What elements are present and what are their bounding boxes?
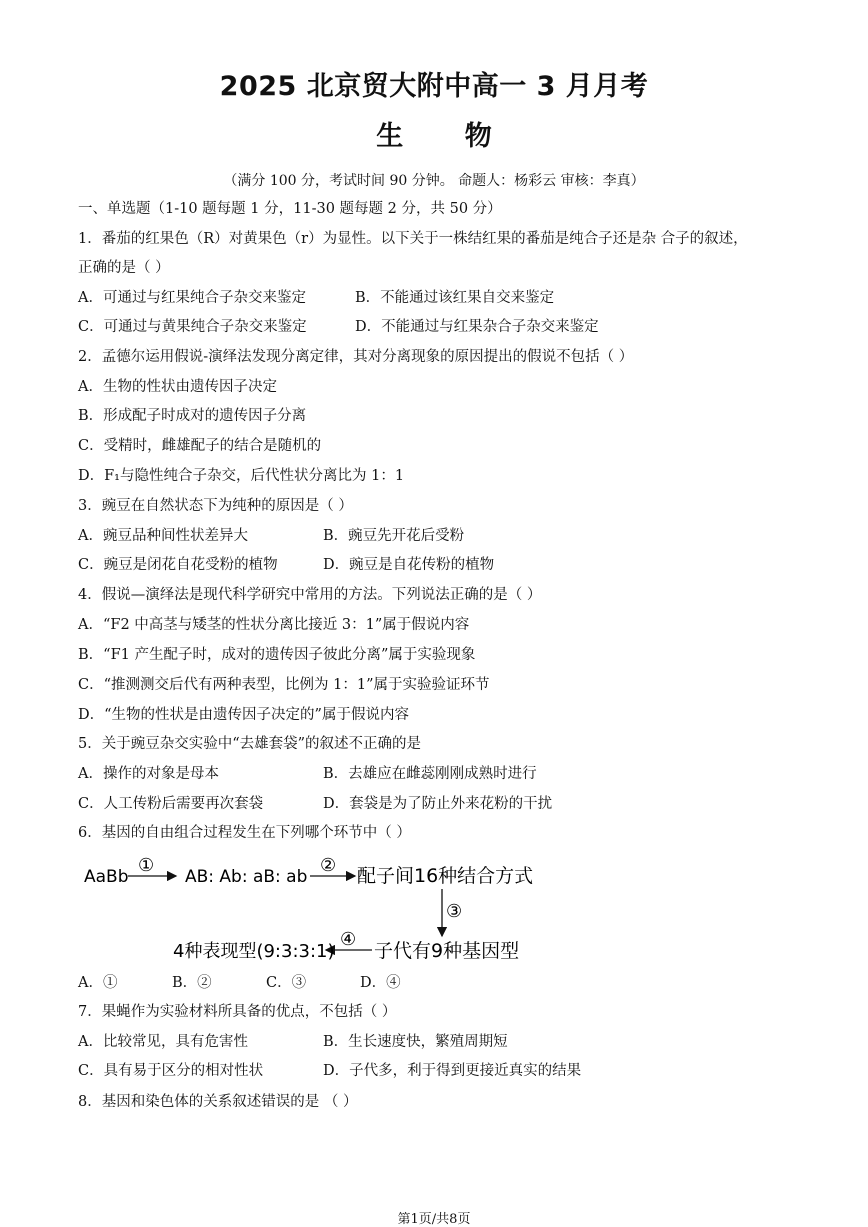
diagram-step-3-label: ③ — [446, 901, 463, 922]
exam-subject: 生 物 — [376, 121, 518, 152]
q8-stem: 8．基因和染色体的关系叙述错误的是 （ ） — [78, 1094, 358, 1110]
diagram-step-1-label: ① — [138, 855, 155, 876]
q5-option-b: B．去雄应在雌蕊刚刚成熟时进行 — [323, 766, 537, 782]
q2-option-b: B．形成配子时成对的遗传因子分离 — [78, 408, 307, 424]
diagram-combinations: 配子间16种结合方式 — [357, 865, 534, 887]
q5-option-row2 — [78, 794, 553, 814]
q3-option-row1 — [78, 526, 465, 546]
diagram-parent-genotype: AaBb — [84, 867, 129, 887]
q2-option-d: D．F₁与隐性纯合子杂交，后代性状分离比为 1：1 — [78, 468, 405, 484]
q7-option-b: B．生长速度快，繁殖周期短 — [323, 1034, 508, 1050]
q2-stem: 2．孟德尔运用假说-演绎法发现分离定律，其对分离现象的原因提出的假说不包括（ ） — [78, 349, 634, 365]
page-footer: 第1页/共8页 — [397, 1212, 471, 1227]
q6-option-c: C．③ — [266, 975, 307, 991]
q7-option-row2 — [78, 1061, 582, 1081]
q3-option-a: A．豌豆品种间性状差异大 — [78, 528, 248, 544]
q4-option-b: B．“F1 产生配子时，成对的遗传因子彼此分离”属于实验现象 — [78, 647, 476, 663]
q5-option-c: C．人工传粉后需要再次套袋 — [78, 796, 264, 812]
q3-option-b: B．豌豆先开花后受粉 — [323, 528, 465, 544]
q3-option-d: D．豌豆是自花传粉的植物 — [323, 557, 495, 573]
q1-option-c: C．可通过与黄果纯合子杂交来鉴定 — [78, 319, 307, 335]
q3-option-c: C．豌豆是闭花自花受粉的植物 — [78, 557, 278, 573]
q5-option-a: A．操作的对象是母本 — [78, 766, 219, 782]
q3-stem: 3．豌豆在自然状态下为纯种的原因是（ ） — [78, 498, 353, 514]
exam-info: （满分 100 分，考试时间 90 分钟。 命题人：杨彩云 审核：李真） — [223, 173, 645, 189]
section-heading: 一、单选题（1-10 题每题 1 分，11-30 题每题 2 分，共 50 分） — [78, 201, 502, 217]
q4-stem: 4．假说—演绎法是现代科学研究中常用的方法。下列说法正确的是（ ） — [78, 587, 542, 603]
diagram-step-4-label: ④ — [340, 929, 357, 950]
q5-option-row1 — [78, 764, 537, 784]
q1-option-row2 — [78, 317, 599, 337]
diagram-step-2-label: ② — [320, 855, 337, 876]
gene-combination-diagram — [78, 852, 548, 972]
q4-option-c: C．“推测测交后代有两种表型，比例为 1：1”属于实验验证环节 — [78, 677, 490, 693]
q5-stem: 5．关于豌豆杂交实验中“去雄套袋”的叙述不正确的是 — [78, 736, 422, 752]
q1-stem-line1: 1．番茄的红果色（R）对黄果色（r）为显性。以下关于一株结红果的番茄是纯合子还是杂 合子的叙述， — [78, 231, 748, 247]
q2-option-a: A．生物的性状由遗传因子决定 — [78, 379, 277, 395]
q7-option-row1 — [78, 1032, 508, 1052]
diagram-phenotypes: 4种表现型(9:3:3:1) — [173, 941, 335, 962]
q4-option-d: D．“生物的性状是由遗传因子决定的”属于假说内容 — [78, 707, 409, 723]
diagram-genotypes: 子代有9种基因型 — [374, 940, 520, 962]
q6-option-a: A．① — [78, 975, 118, 991]
exam-title: 2025 北京贸大附中高一 3 月月考 — [219, 71, 649, 102]
q3-option-row2 — [78, 555, 495, 575]
q4-option-a: A．“F2 中高茎与矮茎的性状分离比接近 3：1”属于假说内容 — [78, 617, 470, 633]
q2-option-c: C．受精时，雌雄配子的结合是随机的 — [78, 438, 322, 454]
q1-option-b: B．不能通过该红果自交来鉴定 — [355, 290, 555, 306]
q6-options — [78, 973, 454, 993]
q1-option-row1 — [78, 288, 555, 308]
q6-option-b: B．② — [172, 975, 212, 991]
q1-option-d: D．不能通过与红果杂合子杂交来鉴定 — [355, 319, 599, 335]
q1-option-a: A．可通过与红果纯合子杂交来鉴定 — [78, 290, 306, 306]
q5-option-d: D．套袋是为了防止外来花粉的干扰 — [323, 796, 553, 812]
q7-stem: 7．果蝇作为实验材料所具备的优点，不包括（ ） — [78, 1004, 397, 1020]
diagram-gametes: AB: Ab: aB: ab — [185, 867, 308, 887]
q1-stem-line2: 正确的是（ ） — [78, 260, 170, 276]
q6-stem: 6．基因的自由组合过程发生在下列哪个环节中（ ） — [78, 825, 411, 841]
q6-option-d: D．④ — [360, 975, 401, 991]
q7-option-a: A．比较常见，具有危害性 — [78, 1034, 248, 1050]
q7-option-d: D．子代多，利于得到更接近真实的结果 — [323, 1063, 582, 1079]
q7-option-c: C．具有易于区分的相对性状 — [78, 1063, 264, 1079]
